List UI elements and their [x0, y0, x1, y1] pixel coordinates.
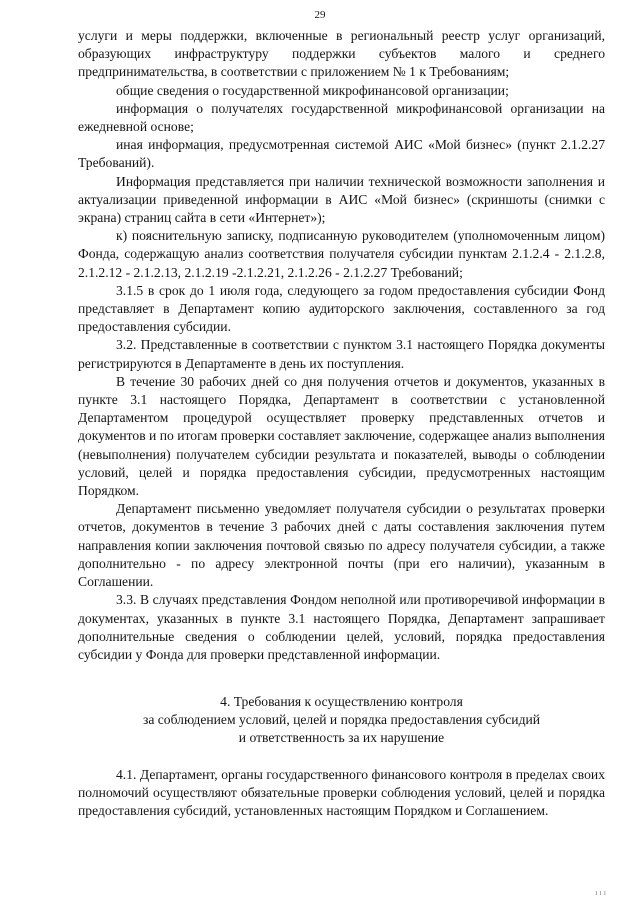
section-heading: [78, 693, 605, 748]
section-heading-line-3: и ответственность за их нарушение: [238, 730, 445, 746]
paragraph-3-3: 3.3. В случаях представления Фондом неполной или противоречивой информации в документах, указанных в пункте 3.1 настоящего Порядка, Департамент запрашивает дополнительные сведения о соблюдении целей, условий, порядка предоставления субсидии у Фонда для проверки представленной информации.: [78, 592, 605, 662]
section-4-text-block: [78, 766, 605, 821]
paragraph-explanatory-note: к) пояснительную записку, подписанную руководителем (уполномоченным лицом) Фонда, содержащую анализ соответствия получателя субсидии пунктам 2.1.2.4 - 2.1.2.8, 2.1.2.12 - 2.1.2.13, 2.1.2.19 -2.1.2.21, 2.1.2.26 - 2.1.2.27 Требований;: [78, 228, 605, 280]
paragraph-services: услуги и меры поддержки, включенные в региональный реестр услуг организаций, образующих инфраструктуру поддержки субъектов малого и среднего предпринимательства, в соответствии с приложением № 1 к Требованиям;: [78, 28, 605, 80]
scan-mark: ııı: [595, 887, 608, 897]
paragraph-3-2: 3.2. Представленные в соответствии с пунктом 3.1 настоящего Порядка документы регистрируются в Департаменте в день их поступления.: [78, 337, 605, 371]
section-heading-line-2: за соблюдением условий, целей и порядка предоставления субсидий: [142, 712, 541, 728]
paragraph-info-provided: Информация представляется при наличии технической возможности заполнения и актуализации приведенной информации в АИС «Мой бизнес» (скриншоты (снимки с экрана) страниц сайта в сети «Интернет»);: [78, 173, 605, 226]
paragraph-30-days: В течение 30 рабочих дней со дня получения отчетов и документов, указанных в пункте 3.1 настоящего Порядка, Департамент в соответствии с установленной Департаментом процедурой осуществляет проверку представленных отчетов и документов и по итогам проверки составляет заключение, содержащее анализ выполнения (невыполнения) получателем субсидии результата и показателей, выводы о соблюдении условий, целей и порядка предоставления субсидии, предусмотренных настоящим Порядком.: [78, 373, 605, 499]
paragraph-notification: Департамент письменно уведомляет получателя субсидии о результатах проверки отчетов, документов в течение 3 рабочих дней с даты составления заключения путем направления копии заключения почтовой связью по адресу получателя субсидии, а также дополнительно - по адресу электронной почты (при его наличии), указанным в Соглашении.: [78, 501, 605, 590]
paragraph-3-1-5: 3.1.5 в срок до 1 июля года, следующего за годом предоставления субсидии Фонд представляет в Департамент копию аудиторского заключения, составленного за год предоставления субсидии.: [78, 282, 605, 335]
body-text-block: [78, 27, 605, 664]
paragraph-4-1: 4.1. Департамент, органы государственного финансового контроля в пределах своих полномочий осуществляют обязательные проверки соблюдения условий, целей и порядка предоставления субсидий, установленных настоящим Порядком и Соглашением.: [78, 767, 605, 819]
paragraph-general-info: общие сведения о государственной микрофинансовой организации;: [116, 82, 509, 98]
paragraph-other-info: иная информация, предусмотренная системой АИС «Мой бизнес» (пункт 2.1.2.27 Требований).: [78, 137, 605, 171]
page-number: 29: [314, 9, 326, 21]
section-heading-line-1: 4. Требования к осуществлению контроля: [220, 694, 463, 709]
paragraph-recipients-info: информация о получателях государственной микрофинансовой организации на ежедневной основе;: [78, 100, 605, 135]
